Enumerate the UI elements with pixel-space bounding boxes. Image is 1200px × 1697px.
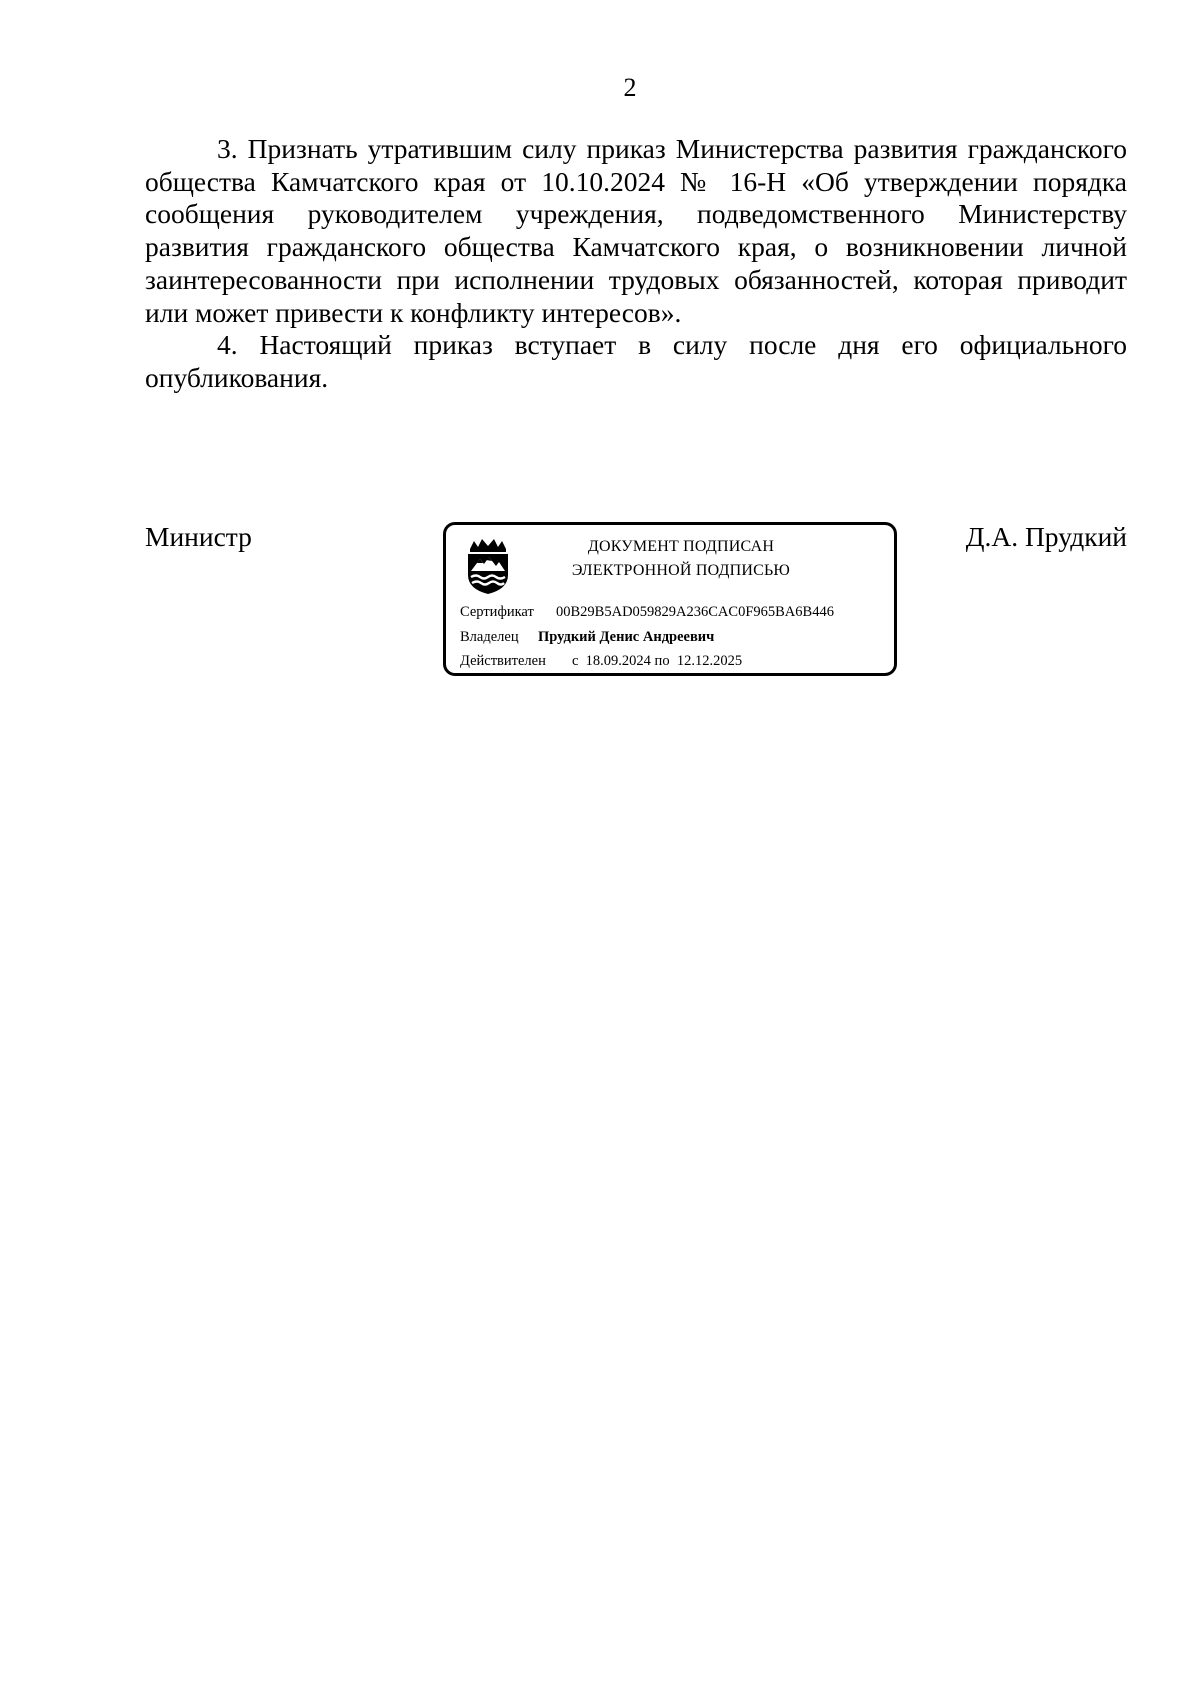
signer-position: Министр <box>145 521 252 552</box>
stamp-heading <box>526 535 836 583</box>
electronic-signature-stamp <box>443 522 897 676</box>
certificate-value: 00B29B5AD059829A236CAC0F965BA6B446 <box>556 604 834 620</box>
certificate-row <box>460 602 834 622</box>
stamp-heading-line-1: ДОКУМЕНТ ПОДПИСАН <box>587 538 775 555</box>
owner-value: Прудкий Денис Андреевич <box>538 629 715 645</box>
stamp-heading-line-2: ЭЛЕКТРОННОЙ ПОДПИСЬЮ <box>571 562 791 579</box>
validity-value: с 18.09.2024 по 12.12.2025 <box>572 653 743 669</box>
page-number: 2 <box>623 73 637 102</box>
certificate-label: Сертификат <box>460 604 534 620</box>
document-body <box>145 133 1127 395</box>
validity-row <box>460 651 742 671</box>
owner-row <box>460 627 714 647</box>
signature-block <box>145 520 1127 690</box>
validity-label: Действителен <box>460 653 546 669</box>
paragraph-4: 4. Настоящий приказ вступает в силу после дня его официального опубликования. <box>145 329 1127 393</box>
kamchatka-coat-of-arms-icon <box>462 537 514 595</box>
signer-name: Д.А. Прудкий <box>965 521 1127 552</box>
owner-label: Владелец <box>460 629 519 645</box>
paragraph-3: 3. Признать утратившим силу приказ Министерства развития гражданского общества Камчатского края от 10.10.2024 № 16-Н «Об утверждении порядка сообщения руководителем учреждения, подведомственного Министерству развития гражданского общества Камчатского края, о возникновении личной заинтересованности при исполнении трудовых обязанностей, которая приводит или может привести к конфликту интересов». <box>145 133 1127 328</box>
